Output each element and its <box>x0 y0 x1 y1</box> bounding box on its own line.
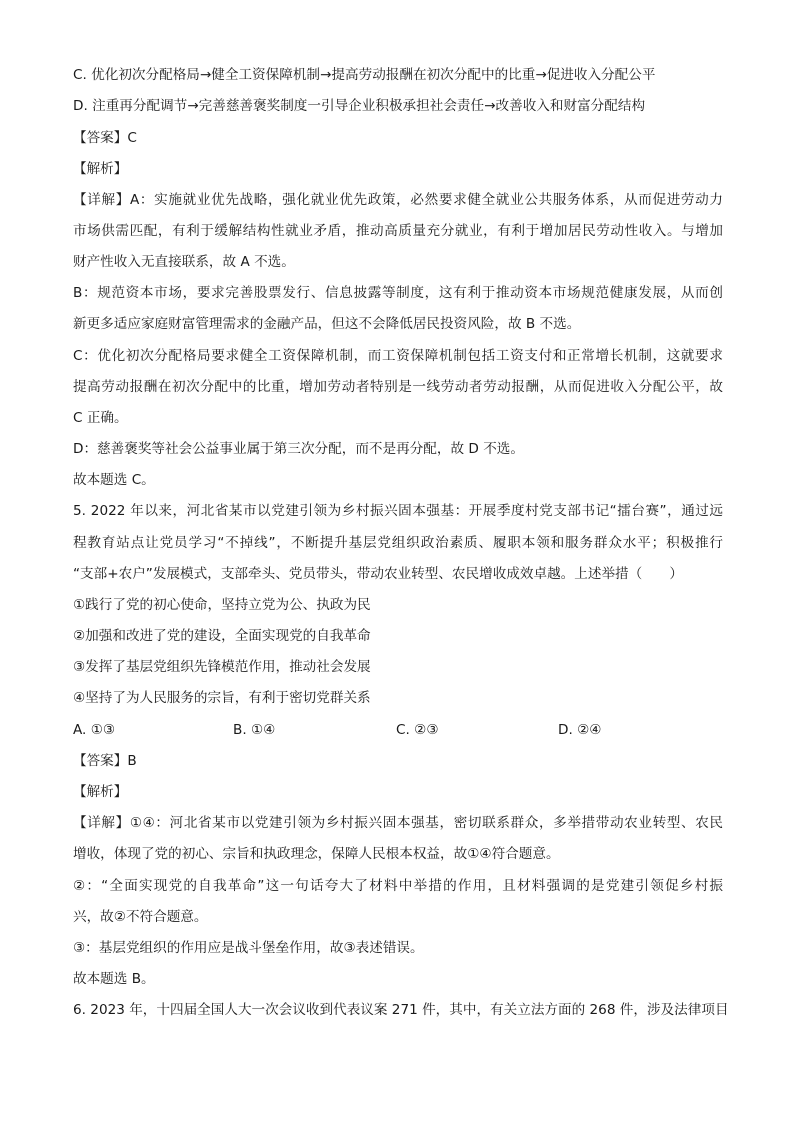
q4-detail-line: 【详解】A：实施就业优先战略，强化就业优先政策，必然要求健全就业公共服务体系，从而促进劳动力 <box>73 192 723 208</box>
q5-statement: ③发挥了基层党组织先锋模范作用，推动社会发展 <box>73 659 371 675</box>
q4-analysis-label: 【解析】 <box>73 161 128 177</box>
q4-detail-line: C：优化初次分配格局要求健全工资保障机制，而工资保障机制包括工资支付和正常增长机制，这就要求 <box>73 348 723 364</box>
q5-detail-line: ②：“全面实现党的自我革命”这一句话夸大了材料中举措的作用，且材料强调的是党建引领促乡村振 <box>73 878 723 894</box>
q5-detail-line: 【详解】①④：河北省某市以党建引领为乡村振兴固本强基，密切联系群众，多举措带动农业转型、农民 <box>73 815 723 831</box>
q5-stem-line: 程教育站点让党员学习“不掉线”，不断提升基层党组织政治素质、履职本领和服务群众水平；积极推行 <box>73 535 723 551</box>
q4-detail-line: C 正确。 <box>73 410 128 426</box>
q5-conclusion: 故本题选 B。 <box>73 971 155 987</box>
q4-option-c: C. 优化初次分配格局→健全工资保障机制→提高劳动报酬在初次分配中的比重→促进收入分配公平 <box>73 67 656 83</box>
q4-detail-line: 财产性收入无直接联系，故 A 不选。 <box>73 254 295 270</box>
q4-detail-line: 市场供需匹配，有利于缓解结构性就业矛盾，推动高质量充分就业，有利于增加居民劳动性收入。与增加 <box>73 223 723 239</box>
q4-detail-line: D：慈善褒奖等社会公益事业属于第三次分配，而不是再分配，故 D 不选。 <box>73 441 524 457</box>
q5-detail-line: 增收，体现了党的初心、宗旨和执政理念，保障人民根本权益，故①④符合题意。 <box>73 846 560 862</box>
q5-option-b: B. ①④ <box>233 722 276 738</box>
q5-analysis-label: 【解析】 <box>73 784 128 800</box>
q5-option-a: A. ①③ <box>73 722 116 738</box>
q4-option-d: D. 注重再分配调节→完善慈善褒奖制度一引导企业积极承担社会责任→改善收入和财富分配结构 <box>73 98 646 114</box>
q4-conclusion: 故本题选 C。 <box>73 472 155 488</box>
q5-option-c: C. ②③ <box>396 722 439 738</box>
q5-answer: 【答案】B <box>73 753 137 769</box>
q5-stem-line: 5. 2022 年以来，河北省某市以党建引领为乡村振兴固本强基：开展季度村党支部书记“擂台赛”，通过远 <box>73 503 723 519</box>
q5-statement: ①践行了党的初心使命，坚持立党为公、执政为民 <box>73 597 371 613</box>
q5-statement: ④坚持了为人民服务的宗旨，有利于密切党群关系 <box>73 690 371 706</box>
q5-statement: ②加强和改进了党的建设，全面实现党的自我革命 <box>73 628 371 644</box>
q5-option-d: D. ②④ <box>558 722 602 738</box>
q6-stem-line: 6. 2023 年，十四届全国人大一次会议收到代表议案 271 件，其中，有关立法方面的 268 件，涉及法律项目 <box>73 1002 729 1018</box>
q5-detail-line: ③：基层党组织的作用应是战斗堡垒作用，故③表述错误。 <box>73 940 424 956</box>
q4-detail-line: B：规范资本市场，要求完善股票发行、信息披露等制度，这有利于推动资本市场规范健康发展，从而创 <box>73 285 723 301</box>
q4-answer: 【答案】C <box>73 130 137 146</box>
q4-detail-line: 新更多适应家庭财富管理需求的金融产品，但这不会降低居民投资风险，故 B 不选。 <box>73 316 581 332</box>
q5-detail-line: 兴，故②不符合题意。 <box>73 909 208 925</box>
q4-detail-line: 提高劳动报酬在初次分配中的比重，增加劳动者特别是一线劳动者劳动报酬，从而促进收入分配公平，故 <box>73 379 723 395</box>
q5-stem-line: “支部+农户”发展模式，支部牵头、党员带头，带动农业转型、农民增收成效卓越。上述举措（ ） <box>73 566 684 582</box>
